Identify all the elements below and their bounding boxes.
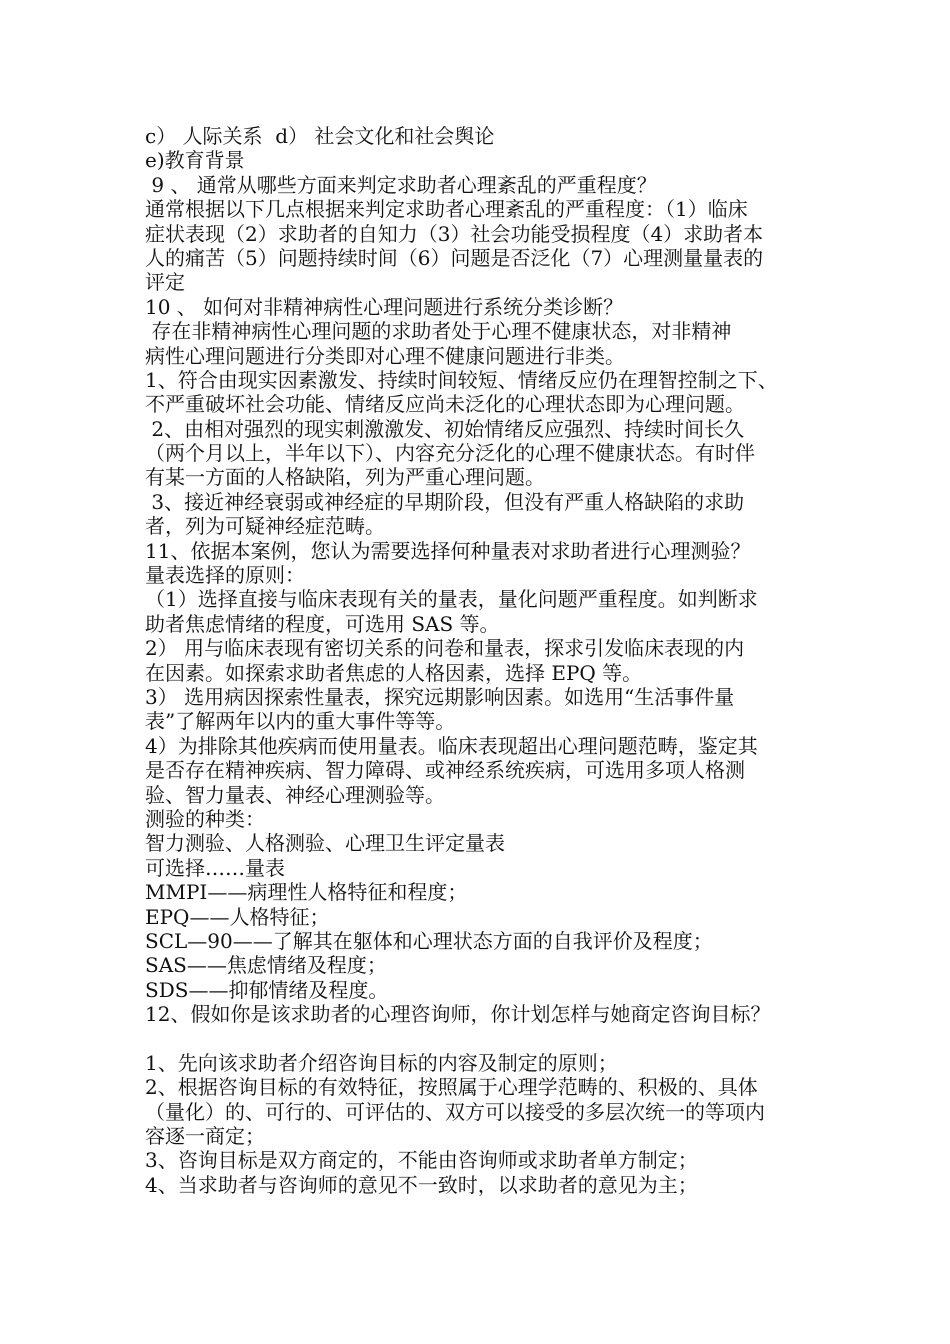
- text-line: 3、接近神经衰弱或神经症的早期阶段，但没有严重人格缺陷的求助: [145, 489, 745, 514]
- text-line: 通常根据以下几点根据来判定求助者心理紊乱的严重程度：（1）临床: [145, 197, 748, 222]
- document-body: [145, 124, 825, 1197]
- text-line: 测验的种类：: [145, 806, 265, 831]
- text-line: 表”了解两年以内的重大事件等等。: [145, 709, 456, 734]
- text-line: SAS——焦虑情绪及程度；: [145, 953, 387, 978]
- text-line: SCL—90——了解其在躯体和心理状态方面的自我评价及程度；: [145, 928, 713, 953]
- text-line: （两个月以上，半年以下）、内容充分泛化的心理不健康状态。有时伴: [145, 441, 755, 466]
- text-line: 3） 选用病因探索性量表，探究远期影响因素。如选用“生活事件量: [145, 684, 735, 709]
- text-line: 是否存在精神疾病、智力障碍、或神经系统疾病，可选用多项人格测: [145, 758, 745, 783]
- text-line: 1、先向该求助者介绍咨询目标的内容及制定的原则；: [145, 1050, 618, 1075]
- text-line: 不严重破坏社会功能、情绪反应尚未泛化的心理状态即为心理问题。: [145, 392, 745, 417]
- text-line: e)教育背景: [145, 148, 245, 173]
- text-line: 容逐一商定；: [145, 1124, 265, 1149]
- text-line: 验、智力量表、神经心理测验等。: [145, 782, 445, 807]
- text-line: 者，列为可疑神经症范畴。: [145, 514, 385, 539]
- text-line: 2、由相对强烈的现实刺激激发、初始情绪反应强烈、持续时间长久: [145, 416, 745, 441]
- text-line: 3、咨询目标是双方商定的，不能由咨询师或求助者单方制定；: [145, 1148, 698, 1173]
- question-heading: 12、假如你是该求助者的心理咨询师，你计划怎样与她商定咨询目标？: [145, 1002, 771, 1027]
- text-line: 助者焦虑情绪的程度，可选用 SAS 等。: [145, 611, 500, 636]
- text-line: （量化）的、可行的、可评估的、双方可以接受的多层次统一的等项内: [145, 1099, 765, 1124]
- text-line: EPQ——人格特征；: [145, 904, 330, 929]
- text-line: 评定: [145, 270, 185, 295]
- question-heading: 10 、 如何对非精神病性心理问题进行系统分类诊断？: [145, 294, 624, 319]
- text-line: 量表选择的原则：: [145, 563, 305, 588]
- text-line: c） 人际关系 d） 社会文化和社会舆论: [145, 124, 495, 148]
- question-heading: 9 、 通常从哪些方面来判定求助者心理紊乱的严重程度？: [145, 172, 657, 197]
- text-line: 4、当求助者与咨询师的意见不一致时，以求助者的意见为主；: [145, 1172, 698, 1197]
- text-line: 4）为排除其他疾病而使用量表。临床表现超出心理问题范畴，鉴定其: [145, 733, 758, 758]
- question-heading: 11、依据本案例，您认为需要选择何种量表对求助者进行心理测验？: [145, 538, 751, 563]
- text-line: 1、符合由现实因素激发、持续时间较短、情绪反应仍在理智控制之下、: [145, 367, 778, 392]
- text-line: 2、根据咨询目标的有效特征，按照属于心理学范畴的、积极的、具体: [145, 1075, 758, 1100]
- text-line: 有某一方面的人格缺陷，列为严重心理问题。: [145, 465, 545, 490]
- text-line: 存在非精神病性心理问题的求助者处于心理不健康状态，对非精神: [145, 319, 732, 344]
- blank-line: [145, 1026, 825, 1050]
- text-line: MMPI——病理性人格特征和程度；: [145, 880, 468, 905]
- text-line: 2） 用与临床表现有密切关系的问卷和量表，探求引发临床表现的内: [145, 636, 745, 661]
- text-line: （1）选择直接与临床表现有关的量表，量化问题严重程度。如判断求: [145, 587, 758, 612]
- text-line: SDS——抑郁情绪及程度。: [145, 977, 389, 1002]
- text-line: 病性心理问题进行分类即对心理不健康问题进行非类。: [145, 343, 625, 368]
- text-line: 智力测验、人格测验、心理卫生评定量表: [145, 831, 505, 856]
- text-line: 在因素。如探索求助者焦虑的人格因素，选择 EPQ 等。: [145, 660, 643, 685]
- text-line: 症状表现（2）求助者的自知力（3）社会功能受损程度（4）求助者本: [145, 221, 764, 246]
- text-line: 人的痛苦（5）问题持续时间（6）问题是否泛化（7）心理测量量表的: [145, 245, 764, 270]
- text-line: 可选择……量表: [145, 855, 285, 880]
